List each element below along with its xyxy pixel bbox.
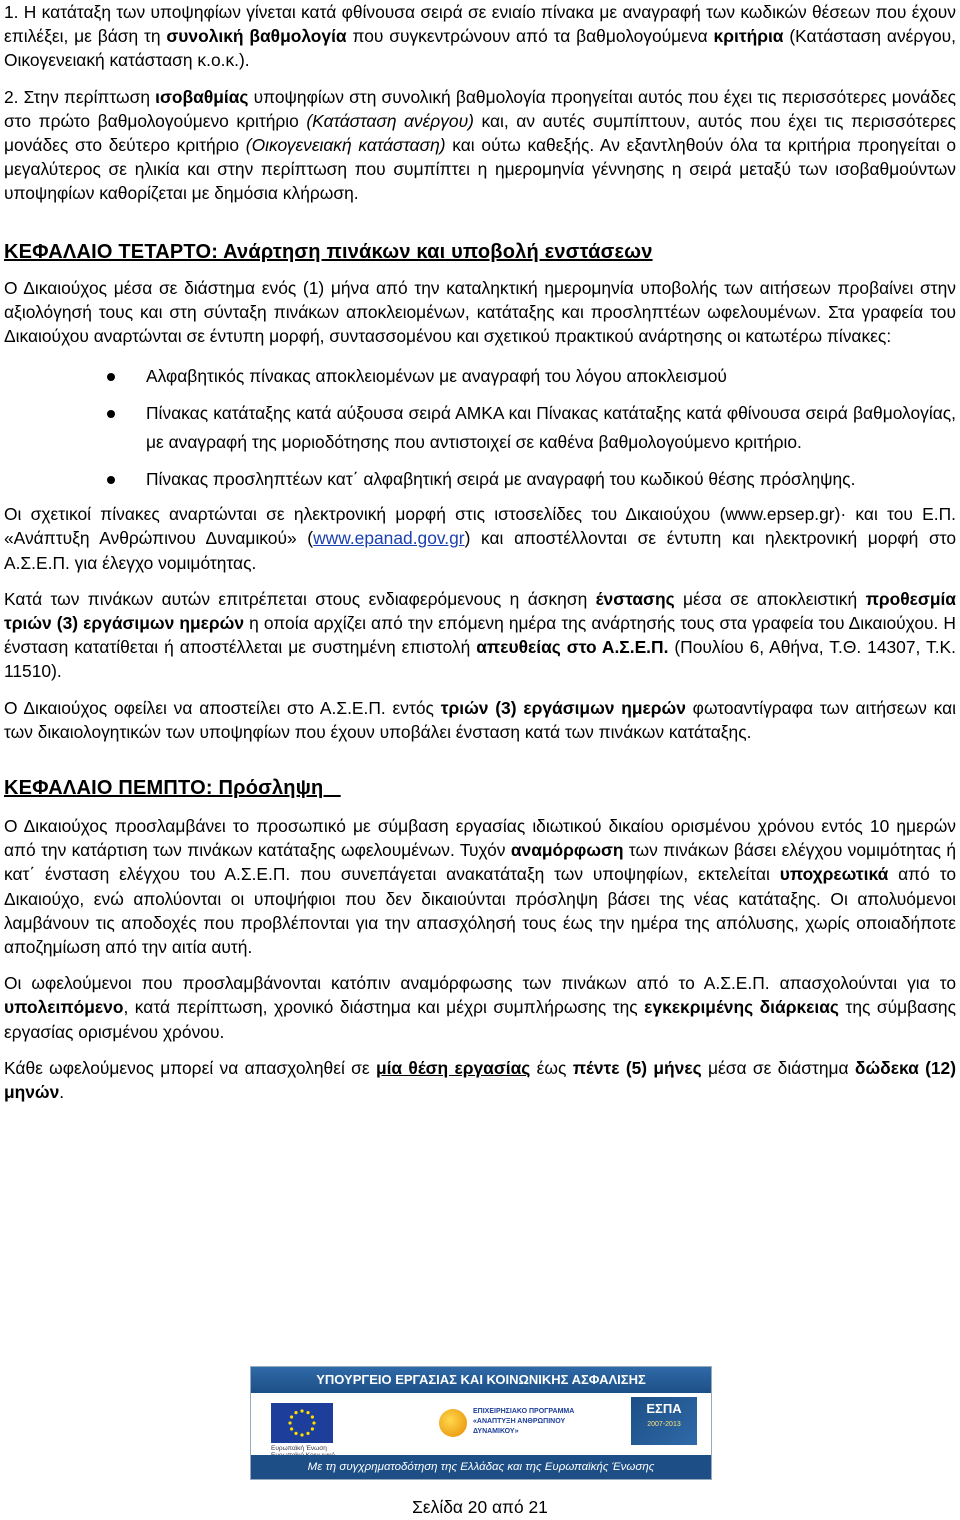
page-content <box>4 0 956 1104</box>
eu-caption: Ευρωπαϊκή Ένωση <box>271 1445 327 1452</box>
paragraph-photocopies: Ο Δικαιούχος οφείλει να αποστείλει στο Α.Σ.Ε.Π. εντός τριών (3) εργάσιμων ημερών φωτοαντίγραφα των αιτήσεων και των δικαιολογητικών των υποψηφίων που έχουν υποβάλει ένσταση κατά των πινάκων κατάταξης. <box>4 697 956 742</box>
paragraph-objection: Κατά των πινάκων αυτών επιτρέπεται στους ενδιαφερόμενους η άσκηση ένστασης μέσα σε αποκλειστική προθεσμία τριών (3) εργάσιμων ημερών η οποία αρχίζει από την επόμενη ημέρα της ανάρτησής τους στα γραφεία του Δικαιούχου. Η ένσταση κατατίθεται ή αποστέλλεται με συστημένη επιστολή απευθείας στο Α.Σ.Ε.Π. (Πουλίου 6, Αθήνα, Τ.Θ. 14307, Τ.Κ. 11510). <box>4 588 956 682</box>
operational-programme-logo <box>439 1405 589 1441</box>
epanad-link[interactable]: www.epanad.gov.gr <box>313 528 465 549</box>
bullet-icon <box>107 373 115 381</box>
heading-chapter-four: ΚΕΦΑΛΑΙΟ ΤΕΤΑΡΤΟ: Ανάρτηση πινάκων και υποβολή ενστάσεων <box>4 240 653 263</box>
espa-logo: ΕΣΠΑ 2007-2013 <box>631 1397 697 1445</box>
bold-tie: ισοβαθμίας <box>155 86 249 107</box>
page-number: Σελίδα 20 από 21 <box>412 1497 548 1517</box>
op-logo-icon <box>439 1409 467 1437</box>
funding-banner <box>250 1366 712 1480</box>
paragraph-beneficiary-evaluation: Ο Δικαιούχος μέσα σε διάστημα ενός (1) μήνα από την καταληκτική ημερομηνία υποβολής των αιτήσεων προβαίνει στην αξιολόγησή τους και στη σύνταξη πινάκων αποκλειομένων, κατάταξης και προσληπτέων ωφελουμένων. Στα γραφεία του Δικαιούχου αναρτώνται σε έντυπη μορφή, συντασσομένου και σχετικού πρακτικού ανάρτησης οι κατωτέρω πίνακες: <box>4 277 956 347</box>
list-item: Πίνακας προσληπτέων κατ΄ αλφαβητική σειρά με αναγραφή του κωδικού θέσης πρόσληψης. <box>4 465 956 494</box>
list-item: Αλφαβητικός πίνακας αποκλειομένων με αναγραφή του λόγου αποκλεισμού <box>4 362 956 391</box>
bold-total-score: συνολική βαθμολογία <box>166 26 347 47</box>
paragraph-hiring: Ο Δικαιούχος προσλαμβάνει το προσωπικό με σύμβαση εργασίας ιδιωτικού δικαίου ορισμένου χρόνου εντός 10 ημερών από την κατάρτιση των πινάκων κατάταξης ωφελουμένων. Τυχόν αναμόρφωση των πινάκων βάσει ελέγχου νομιμότητας ή κατ΄ ένσταση ελέγχου του Α.Σ.Ε.Π. που συνεπάγεται ανακατάταξη των υποψηφίων, εκτελείται υποχρεωτικά από το Δικαιούχο, ενώ απολύονται οι υποψήφιοι που δεν δικαιούνται πρόσληψη βάσει της νέας κατάταξης. Οι απολυόμενοι λαμβάνουν τις αποδοχές που προβλέπονται για την απασχόλησή τους έως την ημέρα της απόλυσης, χωρίς οποιαδήποτε αποζημίωση από την αιτία αυτή. <box>4 816 956 958</box>
op-text: ΕΠΙΧΕΙΡΗΣΙΑΚΟ ΠΡΟΓΡΑΜΜΑ «ΑΝΑΠΤΥΞΗ ΑΝΘΡΩΠΙΝΟΥ ΔΥΝΑΜΙΚΟΥ» <box>473 1408 575 1435</box>
ministry-title: ΥΠΟΥΡΓΕΙΟ ΕΡΓΑΣΙΑΣ ΚΑΙ ΚΟΙΝΩΝΙΚΗΣ ΑΣΦΑΛΙΣΗΣ <box>251 1367 711 1393</box>
paragraph-employment-limit: Κάθε ωφελούμενος μπορεί να απασχοληθεί σε μία θέση εργασίας έως πέντε (5) μήνες μέσα σε διάστημα δώδεκα (12) μηνών. <box>4 1057 956 1103</box>
bold-criteria: κριτήρια <box>713 26 784 47</box>
paragraph-publication: Οι σχετικοί πίνακες αναρτώνται σε ηλεκτρονική μορφή στις ιστοσελίδες του Δικαιούχου (www.epsep.gr)· και του Ε.Π. «Ανάπτυξη Ανθρώπινου Δυναμικού» (www.epanad.gov.gr) και αποστέλλονται σε έντυπη και ηλεκτρονική μορφή στο Α.Σ.Ε.Π. για έλεγχο νομιμότητας. <box>4 504 957 573</box>
heading-chapter-five: ΚΕΦΑΛΑΙΟ ΠΕΜΠΤΟ: Πρόσληψη <box>4 777 324 800</box>
list-item: Πίνακας κατάταξης κατά αύξουσα σειρά ΑΜΚΑ και Πίνακας κατάταξης κατά φθίνουσα σειρά βαθμολογίας, με αναγραφή της μοριοδότησης που αντιστοιχεί σε καθένα βαθμολογούμενο κριτήριο. <box>4 399 956 457</box>
cofunding-statement: Με τη συγχρηματοδότηση της Ελλάδας και της Ευρωπαϊκής Ένωσης <box>251 1455 711 1479</box>
bullet-icon <box>107 410 115 418</box>
paragraph-tie: 2. Στην περίπτωση ισοβαθμίας υποψηφίων στη συνολική βαθμολογία προηγείται αυτός που έχει τις περισσότερες μονάδες στο πρώτο βαθμολογούμενο κριτήριο (Κατάσταση ανέργου) και, αν αυτές συμπίπτουν, αυτός που έχει τις περισσότερες μονάδες στο δεύτερο κριτήριο (Οικογενειακή κατάσταση) και ούτω καθεξής. Αν εξαντληθούν όλα τα κριτήρια προηγείται ο μεγαλύτερος σε ηλικία και στην περίπτωση που συμπίπτει η ημερομηνία γέννησης η σειρά μεταξύ των ισοβαθμούντων υποψηφίων καθορίζεται με δημόσια κλήρωση. <box>4 86 957 204</box>
tables-list <box>4 362 956 494</box>
paragraph-ranking: 1. Η κατάταξη των υποψηφίων γίνεται κατά φθίνουσα σειρά σε ενιαίο πίνακα με αναγραφή των κωδικών θέσεων που έχουν επιλέξει, με βάση τη συνολική βαθμολογία που συγκεντρώνουν από τα βαθμολογούμενα κριτήρια (Κατάσταση ανέργου, Οικογενειακή κατάσταση κ.ο.κ.). <box>4 2 957 71</box>
bullet-icon <box>107 476 115 484</box>
paragraph-remaining-period: Οι ωφελούμενοι που προσλαμβάνονται κατόπιν αναμόρφωσης των πινάκων από το Α.Σ.Ε.Π. απασχολούνται για το υπολειπόμενο, κατά περίπτωση, χρονικό διάστημα και μέχρι συμπλήρωσης της εγκεκριμένης διάρκειας της σύμβασης εργασίας ορισμένου χρόνου. <box>4 973 956 1042</box>
eu-flag-icon <box>271 1403 333 1443</box>
